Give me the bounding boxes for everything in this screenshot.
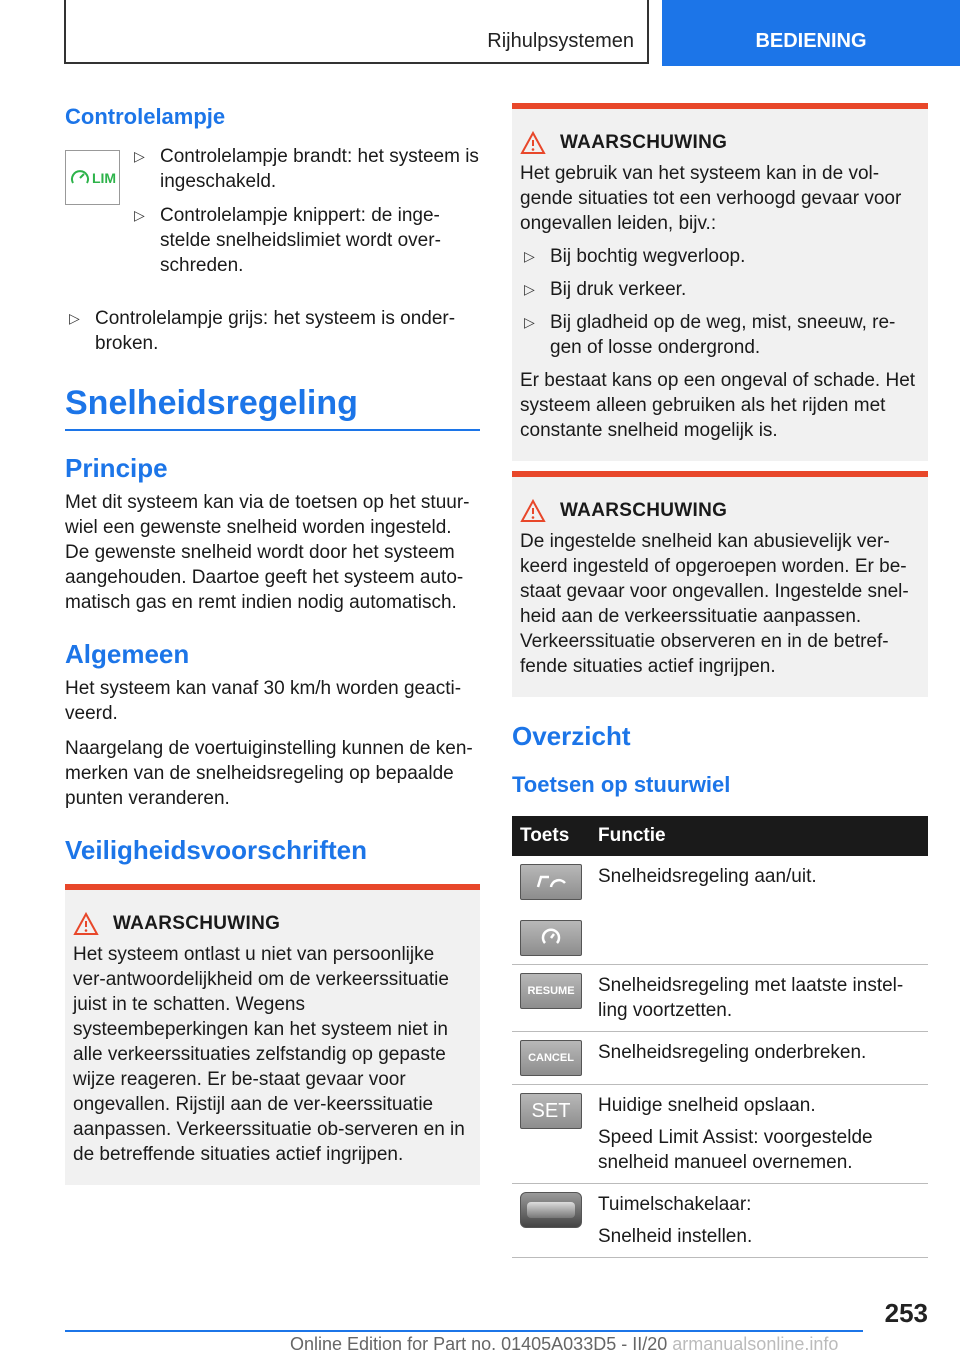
- triangle-bullet-icon: ▷: [134, 148, 145, 164]
- warning-box-1-title: WAARSCHUWING: [73, 912, 472, 936]
- table-cell-function: Huidige snelheid opslaan.: [598, 1095, 816, 1116]
- table-cell-function-note: Speed Limit Assist: voorgestelde snelheid manueel overnemen.: [598, 1127, 873, 1173]
- table-cell-function: Snelheidsregeling aan/uit.: [590, 856, 928, 965]
- lamp-bullet-3: ▷ Controlelampje grijs: het systeem is onder-broken.: [69, 308, 456, 354]
- table-row: [512, 965, 928, 1032]
- principe-heading: Principe: [65, 453, 168, 483]
- right-column: [512, 103, 928, 1258]
- keys-table: [512, 816, 928, 1258]
- warning-triangle-icon: [520, 131, 546, 155]
- speed-limit-icon: [69, 167, 91, 189]
- algemeen-heading: Algemeen: [65, 639, 190, 669]
- cruise-on-off-key-icon: [520, 864, 582, 900]
- table-header-functie: Functie: [590, 816, 928, 856]
- page-number: 253: [884, 1298, 928, 1328]
- resume-key: RESUME: [520, 973, 582, 1009]
- warning-box-3-text: De ingestelde snelheid kan abusievelijk ver-keerd ingesteld of opgeroepen worden. Er be-staat gevaar voor ongevallen. Ingestelde snel-heid aan de verkeerssituatie aanpassen. Verkeerssituatie observeren en in de betref-fende situaties actief ingrijpen.: [520, 531, 909, 677]
- header-tab-bediening[interactable]: BEDIENING: [662, 0, 960, 66]
- table-cell-function-note: Snelheid instellen.: [598, 1226, 753, 1247]
- toetsen-heading: Toetsen op stuurwiel: [512, 772, 731, 797]
- table-row: [512, 1184, 928, 1258]
- warning-box-2-title: WAARSCHUWING: [520, 131, 920, 155]
- warning-triangle-icon: [520, 499, 546, 523]
- header-section-title: Rijhulpsystemen: [487, 30, 634, 52]
- warning-box-2: [512, 103, 928, 461]
- warning-bullet-2: ▷ Bij druk verkeer.: [524, 279, 687, 300]
- left-column: [65, 104, 480, 1185]
- overzicht-heading: Overzicht: [512, 721, 631, 751]
- table-cell-function: Snelheidsregeling onderbreken.: [590, 1032, 928, 1085]
- table-cell-function: Snelheidsregeling met laatste instel-ling voortzetten.: [590, 965, 928, 1032]
- warning-bullet-1: ▷ Bij bochtig wegverloop.: [524, 246, 746, 267]
- set-key: SET: [520, 1093, 582, 1129]
- warning-triangle-icon: [73, 912, 99, 936]
- veiligheid-heading: Veiligheidsvoorschriften: [65, 835, 367, 865]
- rocker-switch-key-icon: [520, 1192, 582, 1228]
- warning-box-2-intro: Het gebruik van het systeem kan in de vol-gende situaties tot een verhoogd gevaar voor ongevallen leiden, bijv.:: [520, 163, 902, 234]
- warning-box-3-title: WAARSCHUWING: [520, 499, 920, 523]
- footer-edition: [290, 1334, 838, 1355]
- warning-box-2-outro: Er bestaat kans op een ongeval of schade. Het systeem alleen gebruiken als het rijden met constante snelheid mogelijk is.: [520, 370, 916, 441]
- footer-watermark: armanualsonline.info: [672, 1334, 839, 1354]
- principe-text: Met dit systeem kan via de toetsen op het stuur-wiel een gewenste snelheid worden ingesteld. De gewenste snelheid wordt door het systeem aangehouden. Daartoe geeft het systeem auto-matisch gas en remt indien nodig automatisch.: [65, 492, 470, 613]
- warning-box-1-text: Het systeem ontlast u niet van persoonlijke ver-antwoordelijkheid om de verkeerssituatie juist in te schatten. Wegens systeembeperkingen kan het systeem niet in alle verkeerssituaties zelfstandig op gepaste wijze reageren. Er be-staat gevaar voor ongevallen. Rijstijl aan de ver-keerssituatie aanpassen. Verkeerssituatie ob-serveren en in de betreffende situaties actief ingrijpen.: [73, 944, 465, 1165]
- triangle-bullet-icon: ▷: [524, 281, 535, 297]
- table-row: [512, 1032, 928, 1085]
- table-header-toets: Toets: [512, 816, 590, 856]
- table-row: [512, 1085, 928, 1184]
- cancel-key: CANCEL: [520, 1040, 582, 1076]
- triangle-bullet-icon: ▷: [524, 248, 535, 264]
- algemeen-paragraph-1: Het systeem kan vanaf 30 km/h worden geacti-veerd.: [65, 678, 462, 724]
- algemeen-paragraph-2: Naargelang de voertuiginstelling kunnen de ken-merken van de snelheidsregeling op bepaalde punten veranderen.: [65, 738, 473, 809]
- cruise-speed-key-icon: [520, 920, 582, 956]
- warning-box-3: [512, 471, 928, 697]
- triangle-bullet-icon: ▷: [134, 207, 145, 223]
- lamp-bullet-2: ▷ Controlelampje knippert: de inge-stelde snelheidslimiet wordt over-schreden.: [134, 205, 441, 276]
- warning-box-1: [65, 884, 480, 1185]
- warning-bullet-3: ▷ Bij gladheid op de weg, mist, sneeuw, re-gen of losse ondergrond.: [524, 312, 896, 358]
- lamp-bullet-1: ▷ Controlelampje brandt: het systeem is ingeschakeld.: [134, 146, 479, 192]
- table-row: [512, 856, 928, 965]
- controlelampje-heading: Controlelampje: [65, 104, 226, 129]
- table-cell-function: Tuimelschakelaar:: [598, 1194, 752, 1215]
- triangle-bullet-icon: ▷: [69, 310, 80, 326]
- footer-divider: [65, 1330, 863, 1332]
- lim-label: LIM: [91, 169, 117, 186]
- snelheidsregeling-title: Snelheidsregeling: [65, 384, 358, 422]
- lim-lamp-icon: [65, 150, 120, 205]
- triangle-bullet-icon: ▷: [524, 314, 535, 330]
- footer-edition-text: Online Edition for Part no. 01405A033D5 - II/20: [290, 1334, 668, 1354]
